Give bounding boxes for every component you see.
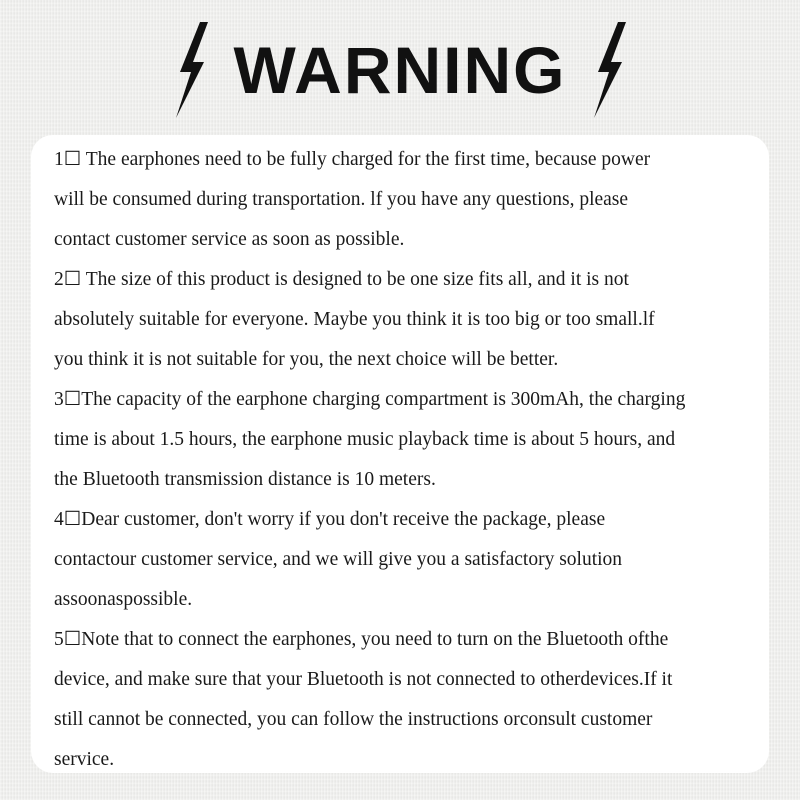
notice-line: will be consumed during transportation. lf you have any questions, please: [54, 189, 629, 210]
notice-line: contact customer service as soon as possible.: [54, 229, 405, 250]
warning-header: [0, 20, 800, 120]
notice-line: 2☐ The size of this product is designed to be one size fits all, and it is not: [54, 269, 629, 290]
notice-line: still cannot be connected, you can follow the instructions orconsult customer: [54, 709, 653, 730]
notice-line: device, and make sure that your Bluetooth is not connected to otherdevices.If it: [54, 669, 673, 690]
page-title: WARNING: [233, 33, 567, 107]
notice-line: 4☐Dear customer, don't worry if you don't receive the package, please: [54, 509, 606, 530]
notice-text: [54, 140, 774, 780]
notice-line: the Bluetooth transmission distance is 10 meters.: [54, 469, 436, 490]
notice-line: 1☐ The earphones need to be fully charged for the first time, because power: [54, 149, 651, 170]
notice-line: contactour customer service, and we will give you a satisfactory solution: [54, 549, 623, 570]
notice-card: [31, 135, 769, 773]
lightning-bolt-icon: [588, 22, 632, 118]
notice-line: service.: [54, 749, 115, 770]
notice-line: 3☐The capacity of the earphone charging compartment is 300mAh, the charging: [54, 389, 686, 410]
notice-line: time is about 1.5 hours, the earphone music playback time is about 5 hours, and: [54, 429, 676, 450]
notice-line: assoonaspossible.: [54, 589, 193, 610]
notice-line: 5☐Note that to connect the earphones, you need to turn on the Bluetooth ofthe: [54, 629, 669, 650]
notice-line: absolutely suitable for everyone. Maybe you think it is too big or too small.lf: [54, 309, 655, 330]
notice-line: you think it is not suitable for you, the next choice will be better.: [54, 349, 559, 370]
